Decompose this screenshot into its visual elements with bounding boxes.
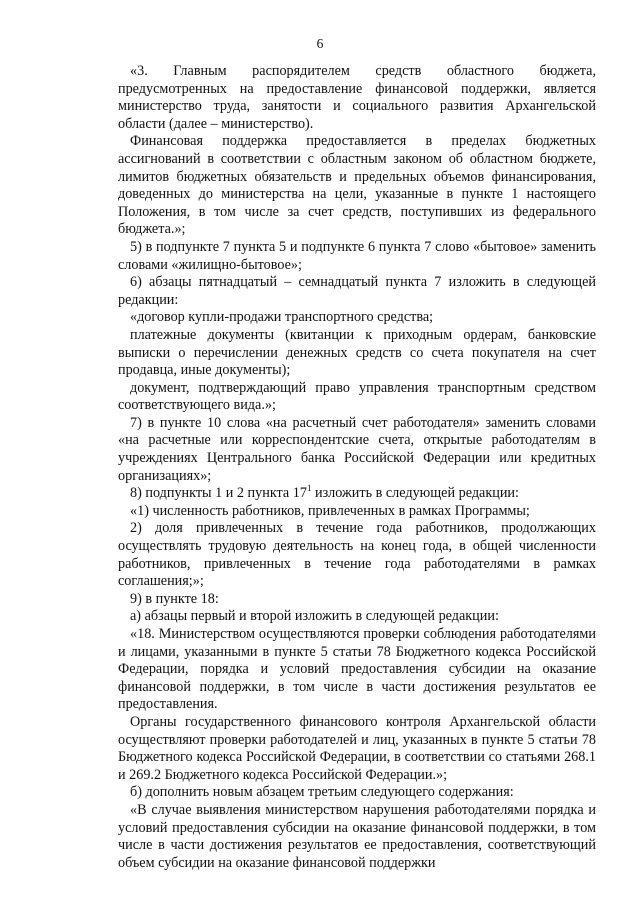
paragraph-driving-license: документ, подтверждающий право управления транспортным средством соответствующего вида.»; <box>118 379 596 414</box>
paragraph-workers-count: «1) численность работников, привлеченных в рамках Программы; <box>130 502 530 519</box>
paragraph-clause-18: «18. Министерством осуществляются проверки соблюдения работодателями и лицами, указанными в пункте 5 статьи 78 Бюджетного кодекса Российской Федерации, порядка и условий предоставления субсидии на оказание финансовой поддержки, в том числе в части достижения результатов ее предоставления. <box>118 626 596 713</box>
paragraph-item-9: 9) в пункте 18: <box>130 590 219 607</box>
paragraph-workers-share: 2) доля привлеченных в течение года работников, продолжающих осуществлять трудовую деятельность на конец года, в общей численности работников, привлеченных в течение года работодателями в рамках соглашения;»; <box>118 520 596 590</box>
document-body <box>118 63 596 872</box>
paragraph-sale-contract: «договор купли-продажи транспортного средства; <box>130 309 434 326</box>
paragraph-item-8 <box>118 482 596 503</box>
paragraph-item-6: 6) абзацы пятнадцатый – семнадцатый пункта 7 изложить в следующей редакции: <box>118 274 596 308</box>
page-number: 6 <box>316 36 324 51</box>
paragraph-clause-3: «3. Главным распорядителем средств областного бюджета, предусмотренных на предоставление финансовой поддержки, является министерство труда, занятости и социального развития Архангельской области (далее – министерство). <box>118 63 596 132</box>
paragraph-item-5: 5) в подпункте 7 пункта 5 и подпункте 6 пункта 7 слово «бытовое» заменить словами «жилищно-бытовое»; <box>118 238 596 273</box>
paragraph-item-9b: б) дополнить новым абзацем третьим следующего содержания: <box>130 784 514 801</box>
paragraph-payment-documents: платежные документы (квитанции к приходным ордерам, банковские выписки о перечислении денежных средств со счета покупателя на счет продавца, иные документы); <box>118 326 596 379</box>
paragraph-state-control: Органы государственного финансового контроля Архангельской области осуществляют проверки работодателей и лиц, указанных в пункте 5 статьи 78 Бюджетного кодекса Российской Федерации, в соответствии со статьями 268.1 и 269.2 Бюджетного кодекса Российской Федерации.»; <box>118 713 596 783</box>
paragraph-violation-case: «В случае выявления министерством нарушения работодателями порядка и условий предоставления субсидии на оказание финансовой поддержки, в том числе в части достижения результатов ее предоставления, соответствующий объем субсидии на оказание финансовой поддержки <box>118 801 596 871</box>
item-8-text: 8) подпункты 1 и 2 пункта 17 <box>130 485 307 502</box>
paragraph-item-7: 7) в пункте 10 слова «на расчетный счет работодателя» заменить словами «на расчетные или корреспондентские счета, открытые работодателям в учреждениях Центрального банка Российской Федерации или кредитных организациях»; <box>118 414 596 484</box>
paragraph-item-9a: а) абзацы первый и второй изложить в следующей редакции: <box>130 608 499 625</box>
item-8-text-end: изложить в следующей редакции: <box>311 485 519 502</box>
paragraph-financial-support: Финансовая поддержка предоставляется в пределах бюджетных ассигнований в соответствии с областным законом об областном бюджете, лимитов бюджетных обязательств и предельных объемов финансирования, доведенных до министерства на цели, указанные в пункте 1 настоящего Положения, в том числе за счет средств, поступивших из федерального бюджета.»; <box>118 133 596 238</box>
item-8-superscript: 1 <box>306 482 312 493</box>
